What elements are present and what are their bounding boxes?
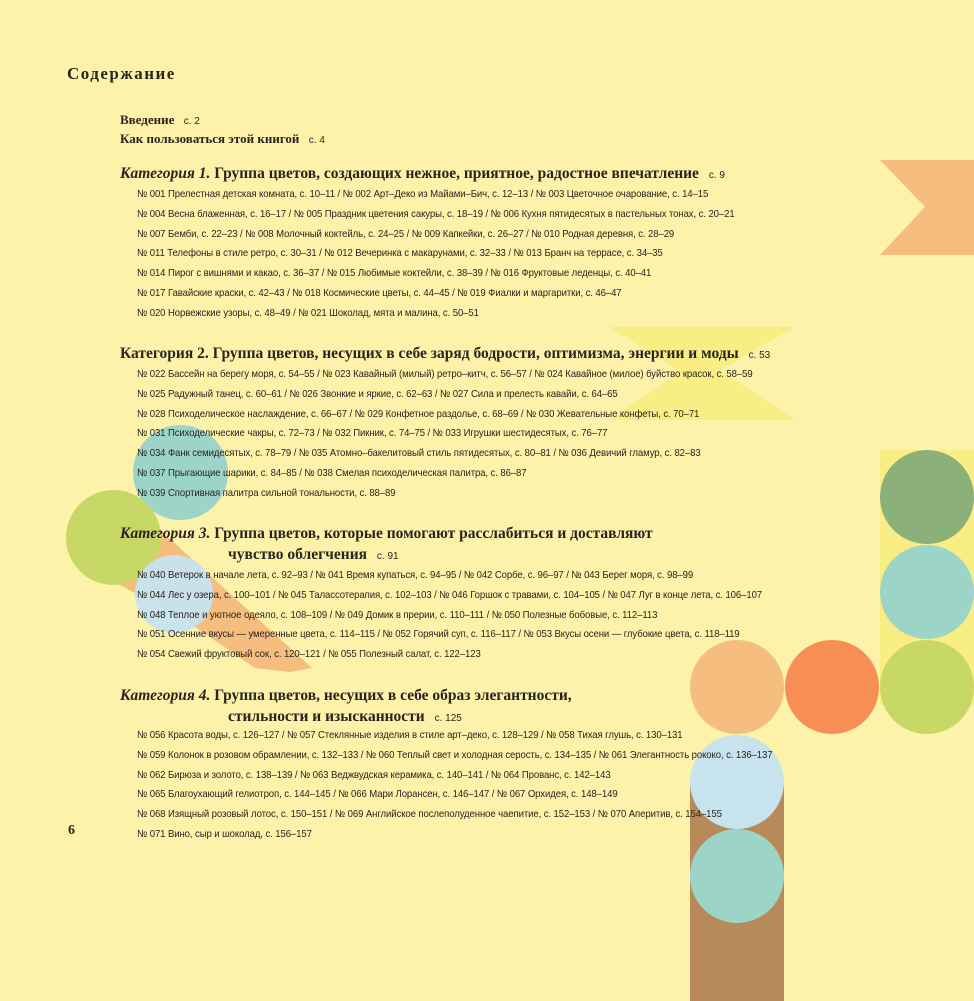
intro-item[interactable] bbox=[120, 131, 325, 147]
entry-line[interactable]: № 007 Бемби, с. 22–23 / № 008 Молочный коктейль, с. 24–25 / № 009 Капкейки, с. 26–27 / № 010 Родная деревня, с. 28–29 bbox=[137, 228, 675, 240]
entry-line[interactable]: № 001 Прелестная детская комната, с. 10–11 / № 002 Арт–Деко из Майами–Бич, с. 12–13 / № 003 Цветочное очарование, с. 14–15 bbox=[137, 189, 709, 200]
entry-list bbox=[137, 566, 816, 665]
entry-line[interactable]: № 028 Психоделическое наслаждение, с. 66–67 / № 029 Конфетное раздолье, с. 68–69 / № 030 Жевательные конфеты, с. 70–71 bbox=[137, 408, 700, 420]
entry-line[interactable]: № 020 Норвежские узоры, с. 48–49 / № 021 Шоколад, мята и малина, с. 50–51 bbox=[137, 307, 479, 319]
intro-item-title: Как пользоваться этой книгой bbox=[120, 131, 300, 146]
entry-list bbox=[137, 185, 787, 324]
category-label: Категория 4. bbox=[120, 687, 211, 704]
entry-line[interactable]: № 048 Теплое и уютное одеяло, с. 108–109 / № 049 Домик в прерии, с. 110–111 / № 050 Полезные бобовые, с. 112–113 bbox=[137, 609, 658, 621]
entry-line[interactable]: № 059 Колонок в розовом обрамлении, с. 132–133 / № 060 Теплый свет и холодная серость, с. 134–135 / № 061 Элегантность рококо, с. 136–137 bbox=[137, 749, 773, 761]
category-page: с. 91 bbox=[376, 551, 399, 562]
entry-line[interactable]: № 044 Лес у озера, с. 100–101 / № 045 Талассотерапия, с. 102–103 / № 046 Горшок с травами, с. 104–105 / № 047 Луг в конце лета, с. 106–107 bbox=[137, 589, 763, 601]
entry-list bbox=[137, 365, 806, 504]
entry-line[interactable]: № 025 Радужный танец, с. 60–61 / № 026 Звонкие и яркие, с. 62–63 / № 027 Сила и прелесть кавайи, с. 64–65 bbox=[137, 388, 618, 400]
intro-item[interactable] bbox=[120, 112, 200, 128]
entry-line[interactable]: № 037 Прыгающие шарики, с. 84–85 / № 038 Смелая психоделическая палитра, с. 86–87 bbox=[137, 467, 527, 479]
entry-line[interactable]: № 034 Фанк семидесятых, с. 78–79 / № 035 Атомно–бакелитовый стиль пятидесятых, с. 80–81 / № 036 Девичий гламур, с. 82–83 bbox=[137, 448, 701, 460]
entry-line[interactable]: № 004 Весна блаженная, с. 16–17 / № 005 Праздник цветения сакуры, с. 18–19 / № 006 Кухня пятидесятых в пастельных тонах, с. 20–21 bbox=[137, 208, 735, 220]
category-title-continued: стильности и изысканности bbox=[228, 708, 425, 725]
entry-line[interactable]: № 068 Изящный розовый лотос, с. 150–151 / № 069 Английское послеполуденное чаепитие, с. 152–153 / № 070 Аперитив, с. 154–155 bbox=[137, 809, 722, 821]
page-number: 6 bbox=[68, 823, 75, 838]
category-label: Категория 2. bbox=[120, 345, 209, 362]
entry-list bbox=[137, 726, 828, 845]
category-label: Категория 1. bbox=[120, 165, 211, 182]
entry-line[interactable]: № 062 Бирюза и золото, с. 138–139 / № 063 Веджвудская керамика, с. 140–141 / № 064 Прованс, с. 142–143 bbox=[137, 769, 611, 781]
entry-line[interactable]: № 054 Свежий фруктовый сок, с. 120–121 / № 055 Полезный салат, с. 122–123 bbox=[137, 649, 481, 661]
category-title: Группа цветов, которые помогают расслабиться и доставляют bbox=[214, 525, 653, 542]
entry-line[interactable]: № 051 Осенние вкусы — умеренные цвета, с. 114–115 / № 052 Горячий суп, с. 116–117 / № 053 Вкусы осени — глубокие цвета, с. 118–119 bbox=[137, 629, 740, 641]
entry-line[interactable]: № 065 Благоухающий гелиотроп, с. 144–145 / № 066 Мари Лорансен, с. 146–147 / № 067 Орхидея, с. 148–149 bbox=[137, 789, 618, 801]
entry-line[interactable]: № 022 Бассейн на берегу моря, с. 54–55 / № 023 Кавайный (милый) ретро–китч, с. 56–57 / № 024 Кавайное (милое) буйство красок, с. 58–59 bbox=[137, 369, 753, 380]
entry-line[interactable]: № 056 Красота воды, с. 126–127 / № 057 Стеклянные изделия в стиле арт–деко, с. 128–129 / № 058 Тихая глушь, с. 130–131 bbox=[137, 730, 683, 741]
category-label: Категория 3. bbox=[120, 525, 211, 542]
category-title: Группа цветов, несущих в себе заряд бодрости, оптимизма, энергии и моды bbox=[212, 345, 739, 362]
intro-item-page: с. 2 bbox=[183, 116, 200, 127]
category-page: с. 9 bbox=[708, 170, 725, 181]
entry-line[interactable]: № 040 Ветерок в начале лета, с. 92–93 / № 041 Время купаться, с. 94–95 / № 042 Сорбе, с. 96–97 / № 043 Берег моря, с. 98–99 bbox=[137, 570, 694, 581]
category-page: с. 53 bbox=[748, 350, 771, 361]
intro-item-page: с. 4 bbox=[308, 135, 325, 146]
entry-line[interactable]: № 011 Телефоны в стиле ретро, с. 30–31 / № 012 Вечеринка с макарунами, с. 32–33 / № 013 Бранч на террасе, с. 34–35 bbox=[137, 248, 663, 260]
category-heading[interactable] bbox=[120, 523, 653, 567]
category-page: с. 125 bbox=[434, 713, 462, 724]
entry-line[interactable]: № 031 Психоделические чакры, с. 72–73 / № 032 Пикник, с. 74–75 / № 033 Игрушки шестидесятых, с. 76–77 bbox=[137, 428, 608, 440]
category-heading[interactable] bbox=[120, 163, 725, 186]
entry-line[interactable]: № 071 Вино, сыр и шоколад, с. 156–157 bbox=[137, 828, 312, 840]
category-heading[interactable] bbox=[120, 685, 572, 729]
category-heading[interactable] bbox=[120, 343, 770, 366]
category-title: Группа цветов, создающих нежное, приятное, радостное впечатление bbox=[214, 165, 699, 182]
page-title: Содержание bbox=[67, 64, 176, 83]
entry-line[interactable]: № 014 Пирог с вишнями и какао, с. 36–37 / № 015 Любимые коктейли, с. 38–39 / № 016 Фруктовые леденцы, с. 40–41 bbox=[137, 268, 652, 280]
intro-item-title: Введение bbox=[120, 112, 175, 127]
category-title-continued: чувство облегчения bbox=[228, 546, 368, 563]
entry-line[interactable]: № 017 Гавайские краски, с. 42–43 / № 018 Космические цветы, с. 44–45 / № 019 Фиалки и маргаритки, с. 46–47 bbox=[137, 287, 622, 299]
entry-line[interactable]: № 039 Спортивная палитра сильной тональности, с. 88–89 bbox=[137, 487, 396, 499]
category-title: Группа цветов, несущих в себе образ элегантности, bbox=[214, 687, 572, 704]
